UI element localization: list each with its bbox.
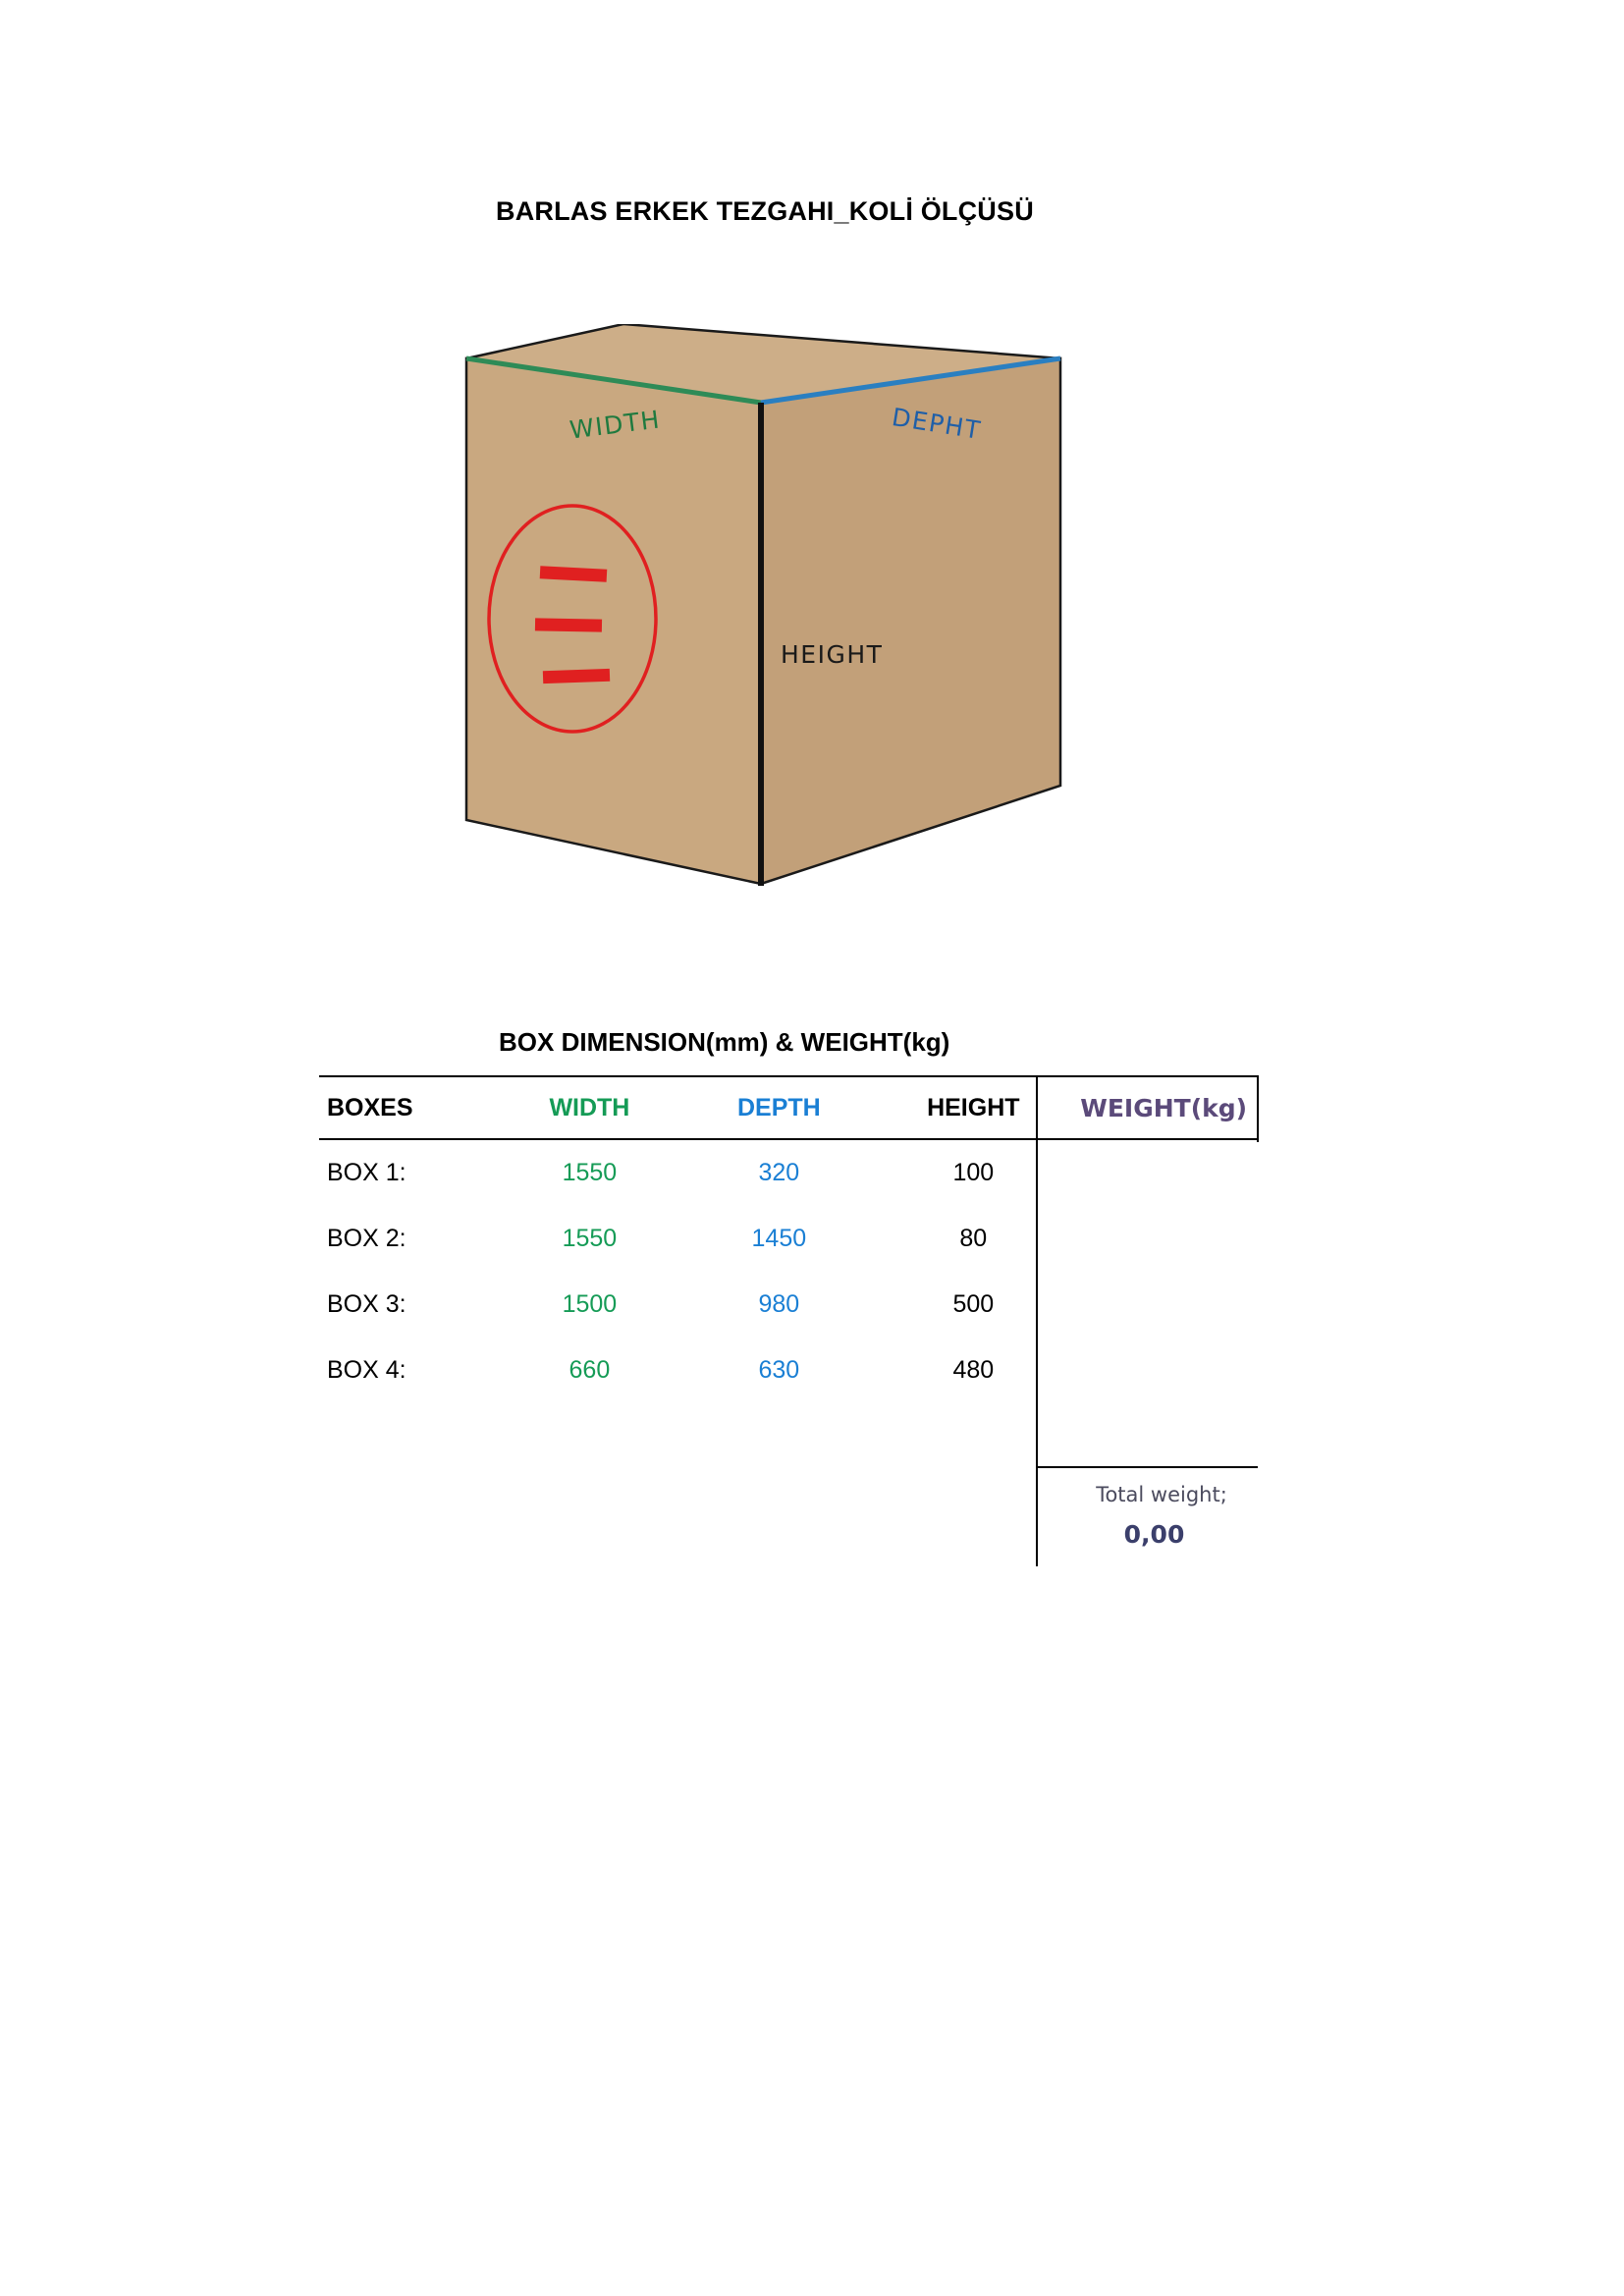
row-width-value[interactable]: 1550 <box>562 1225 618 1252</box>
table-row <box>319 1272 1257 1338</box>
row-label: BOX 3: <box>327 1290 406 1318</box>
row-depth-value[interactable]: 320 <box>758 1159 800 1186</box>
table-row <box>319 1206 1257 1272</box>
weight-header-right-divider <box>1257 1075 1259 1142</box>
header-boxes: BOXES <box>319 1076 497 1139</box>
header-height: HEIGHT <box>876 1076 1070 1139</box>
row-depth-value[interactable]: 630 <box>758 1356 800 1384</box>
row-width-value[interactable]: 1550 <box>562 1159 618 1186</box>
carton-box-illustration <box>447 324 1114 933</box>
page-title: BARLAS ERKEK TEZGAHI_KOLİ ÖLÇÜSÜ <box>496 196 1034 226</box>
box-dimension-table <box>319 1075 1257 1403</box>
row-depth-value[interactable]: 980 <box>758 1290 800 1318</box>
row-height-value[interactable]: 500 <box>952 1290 995 1318</box>
row-width-value[interactable]: 1500 <box>562 1290 618 1318</box>
table-title: BOX DIMENSION(mm) & WEIGHT(kg) <box>499 1027 950 1057</box>
header-width: WIDTH <box>497 1076 681 1139</box>
row-depth-value[interactable]: 1450 <box>751 1225 807 1252</box>
header-weight: WEIGHT(kg) <box>1070 1076 1257 1139</box>
table-row <box>319 1139 1257 1206</box>
figure-label-height: HEIGHT <box>781 640 884 669</box>
row-label: BOX 1: <box>327 1159 406 1186</box>
row-label: BOX 4: <box>327 1356 406 1384</box>
table-header-row <box>319 1076 1257 1139</box>
box-side-face <box>761 358 1060 884</box>
weight-column-divider <box>1036 1075 1038 1566</box>
carton-box-svg <box>447 324 1114 933</box>
figure-label-width: WIDTH <box>568 405 663 445</box>
total-weight-value: 0,00 <box>1123 1520 1185 1549</box>
figure-label-depth: DEPHT <box>890 403 984 445</box>
logo-bar-icon <box>535 618 602 631</box>
row-height-value[interactable]: 480 <box>952 1356 995 1384</box>
row-label: BOX 2: <box>327 1225 406 1252</box>
header-depth: DEPTH <box>681 1076 876 1139</box>
row-height-value[interactable]: 80 <box>959 1225 988 1252</box>
row-weight-value[interactable] <box>1070 1206 1257 1272</box>
row-weight-value[interactable] <box>1070 1139 1257 1206</box>
row-weight-value[interactable] <box>1070 1272 1257 1338</box>
logo-bar-icon <box>543 669 610 683</box>
total-weight-label: Total weight; <box>1096 1483 1227 1506</box>
row-width-value[interactable]: 660 <box>568 1356 611 1384</box>
table-row <box>319 1338 1257 1403</box>
total-weight-separator <box>1036 1466 1258 1468</box>
row-weight-value[interactable] <box>1070 1338 1257 1403</box>
row-height-value[interactable]: 100 <box>952 1159 995 1186</box>
